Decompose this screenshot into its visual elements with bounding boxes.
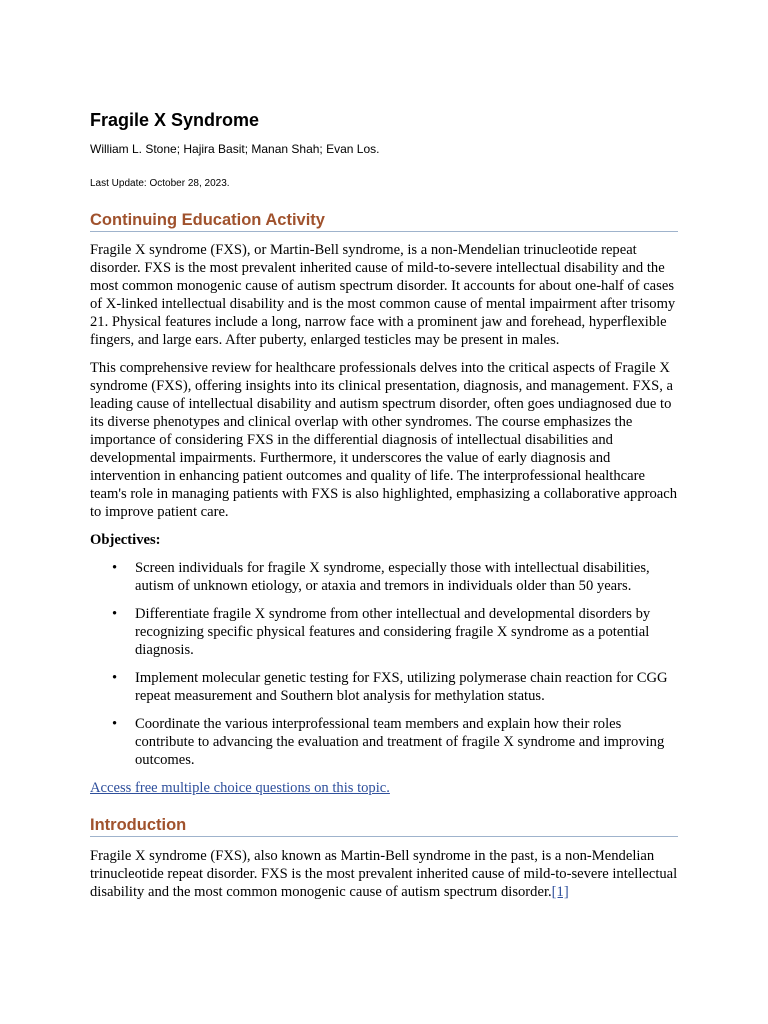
ce-paragraph-1: Fragile X syndrome (FXS), or Martin-Bell syndrome, is a non-Mendelian trinucleotide repeat disorder. FXS is the most prevalent inherited cause of mild-to-severe intellectual disability and the most common monogenic cause of autism spectrum disorder. It accounts for about one-half of cases of X-linked intellectual disability and is the most common cause of mental impairment after trisomy 21. Physical features include a long, narrow face with a prominent jaw and forehead, hyperflexible fingers, and large ears. After puberty, enlarged testicles may be present in males. [90, 242, 676, 348]
objective-text: Implement molecular genetic testing for FXS, utilizing polymerase chain reaction for CGG repeat measurement and Southern blot analysis for methylation status. [135, 670, 668, 704]
intro-paragraph-1 [90, 847, 678, 901]
mcq-link[interactable]: Access free multiple choice questions on this topic. [90, 780, 390, 796]
intro-paragraph-text: Fragile X syndrome (FXS), also known as Martin-Bell syndrome in the past, is a non-Mendelian trinucleotide repeat disorder. FXS is the most prevalent inherited cause of mild-to-severe intellectual disability and the most common monogenic cause of autism spectrum disorder. [90, 848, 678, 900]
objective-item [90, 559, 678, 595]
objective-text: Screen individuals for fragile X syndrome, especially those with intellectual disabilities, autism of unknown etiology, or ataxia and tremors in individuals older than 50 years. [135, 560, 650, 594]
objectives-label: Objectives: [90, 532, 161, 548]
objective-text: Coordinate the various interprofessional team members and explain how their roles contribute to advancing the evaluation and treatment of fragile X syndrome and improving outcomes. [135, 716, 665, 768]
last-update-date: Last Update: October 28, 2023. [90, 178, 230, 189]
author-list: William L. Stone; Hajira Basit; Manan Shah; Evan Los. [90, 142, 380, 156]
bullet-icon: • [112, 716, 118, 732]
continuing-education-heading: Continuing Education Activity [90, 210, 678, 232]
introduction-heading: Introduction [90, 815, 678, 837]
bullet-icon: • [112, 670, 118, 686]
ce-paragraph-2: This comprehensive review for healthcare professionals delves into the critical aspects of Fragile X syndrome (FXS), offering insights into its clinical presentation, diagnosis, and management. FXS, a leading cause of intellectual disability and autism spectrum disorder, often goes undiagnosed due to its diverse phenotypes and clinical overlap with other syndromes. The course emphasizes the importance of considering FXS in the differential diagnosis of intellectual disabilities and developmental impairments. Furthermore, it underscores the value of early diagnosis and intervention in enhancing patient outcomes and quality of life. The interprofessional healthcare team's role in managing patients with FXS is also highlighted, emphasizing a collaborative approach to improve patient care. [90, 360, 678, 520]
mcq-link-container [90, 779, 678, 797]
reference-link-1[interactable]: [1] [551, 884, 569, 900]
objective-item [90, 669, 678, 705]
objective-item [90, 715, 678, 769]
objectives-list [90, 559, 678, 769]
objective-text: Differentiate fragile X syndrome from other intellectual and developmental disorders by recognizing specific physical features and considering fragile X syndrome as a potential diagnosis. [135, 606, 651, 658]
page-title: Fragile X Syndrome [90, 110, 260, 130]
objective-item [90, 605, 678, 659]
bullet-icon: • [112, 560, 118, 576]
document-page [90, 108, 678, 901]
bullet-icon: • [112, 606, 118, 622]
